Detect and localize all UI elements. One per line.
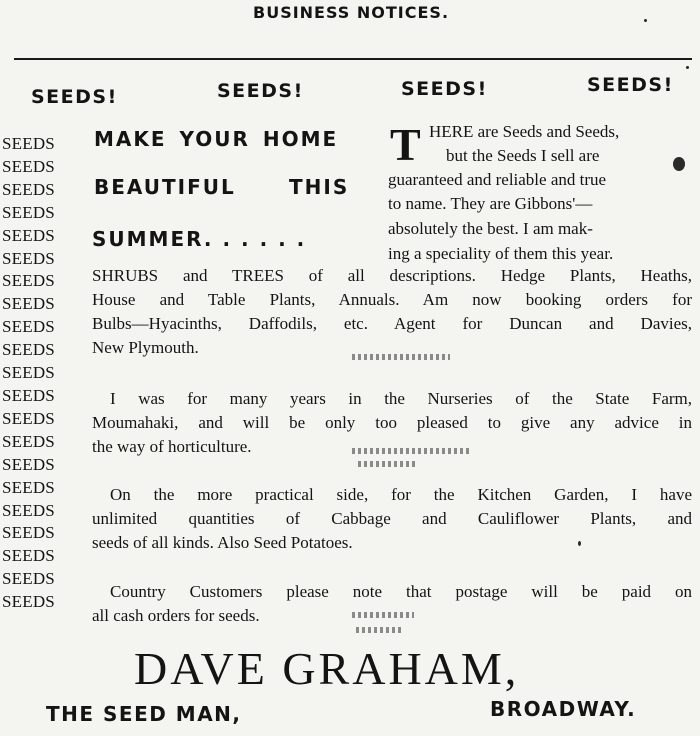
seeds-column-item: SEEDS	[2, 408, 55, 428]
paragraph-3-line: On the more practical side, for the Kitchen Garden, I have	[110, 485, 692, 504]
print-smudge	[356, 627, 404, 633]
headline-line-2b: THIS	[289, 175, 350, 199]
ink-speck	[686, 66, 689, 69]
ink-speck	[644, 19, 647, 22]
paragraph-1-line: SHRUBS and TREES of all descriptions. Hedge Plants, Heaths,	[92, 266, 692, 285]
seeds-column-item: SEEDS	[2, 179, 55, 199]
print-smudge	[352, 612, 414, 618]
headline-line-1: MAKE YOUR HOME	[94, 127, 339, 151]
seeds-column-item: SEEDS	[2, 271, 55, 291]
paragraph-2-line: Moumahaki, and will be only too pleased to give any advice in	[92, 413, 692, 432]
paragraph-2-line: I was for many years in the Nurseries of the State Farm,	[110, 389, 692, 408]
paragraph-1-line: New Plymouth.	[92, 338, 199, 357]
seeds-column	[2, 133, 82, 614]
paragraph-2-line: the way of horticulture.	[92, 437, 252, 456]
headline-line-2a: BEAUTIFUL	[94, 175, 236, 199]
drop-cap: T	[390, 119, 421, 170]
seeds-column-item: SEEDS	[2, 225, 55, 245]
seeds-column-item: SEEDS	[2, 592, 55, 612]
intro-line: but the Seeds I sell are	[446, 146, 600, 165]
ink-speck	[578, 541, 581, 546]
seeds-column-item: SEEDS	[2, 500, 55, 520]
seeds-column-item: SEEDS	[2, 569, 55, 589]
seeds-column-item: SEEDS	[2, 385, 55, 405]
paragraph-3-line: seeds of all kinds. Also Seed Potatoes.	[92, 533, 353, 552]
section-title: BUSINESS NOTICES.	[253, 3, 450, 22]
advertiser-title: THE SEED MAN,	[46, 702, 242, 726]
seeds-column-item: SEEDS	[2, 340, 55, 360]
paragraph-4-line: Country Customers please note that postage will be paid on	[110, 582, 692, 601]
advertiser-name: DAVE GRAHAM,	[134, 643, 520, 694]
seeds-column-item: SEEDS	[2, 431, 55, 451]
advertiser-location: BROADWAY.	[490, 697, 637, 721]
seeds-column-item: SEEDS	[2, 202, 55, 222]
seeds-column-item: SEEDS	[2, 294, 55, 314]
seeds-column-item: SEEDS	[2, 134, 55, 153]
paragraph-1-line: House and Table Plants, Annuals. Am now booking orders for	[92, 290, 692, 309]
banner-seeds-4: SEEDS!	[587, 74, 674, 96]
intro-line: to name. They are Gibbons'—	[388, 194, 593, 213]
paragraph-3-line: unlimited quantities of Cabbage and Cauliflower Plants, and	[92, 509, 692, 528]
intro-line: HERE are Seeds and Seeds,	[429, 122, 620, 141]
print-smudge	[352, 354, 450, 360]
seeds-column-item: SEEDS	[2, 477, 55, 497]
seeds-column-item: SEEDS	[2, 546, 55, 566]
seeds-column-item: SEEDS	[2, 317, 55, 337]
top-rule	[14, 58, 692, 60]
ink-blot	[673, 157, 685, 171]
banner-seeds-3: SEEDS!	[401, 78, 488, 100]
seeds-column-item: SEEDS	[2, 156, 55, 176]
seeds-column-item: SEEDS	[2, 363, 55, 383]
intro-line: absolutely the best. I am mak-	[388, 219, 593, 238]
intro-line: ing a speciality of them this year.	[388, 244, 614, 263]
banner-seeds-2: SEEDS!	[217, 80, 304, 102]
seeds-column-item: SEEDS	[2, 248, 55, 268]
headline-line-3: SUMMER. . . . . .	[92, 227, 307, 251]
seeds-column-item: SEEDS	[2, 454, 55, 474]
intro-line: guaranteed and reliable and true	[388, 170, 607, 189]
seeds-column-item: SEEDS	[2, 523, 55, 543]
banner-seeds-1: SEEDS!	[31, 86, 118, 108]
print-smudge	[352, 448, 472, 454]
paragraph-1-line: Bulbs—Hyacinths, Daffodils, etc. Agent for Duncan and Davies,	[92, 314, 692, 333]
print-smudge	[358, 461, 418, 467]
paragraph-4-line: all cash orders for seeds.	[92, 606, 260, 625]
